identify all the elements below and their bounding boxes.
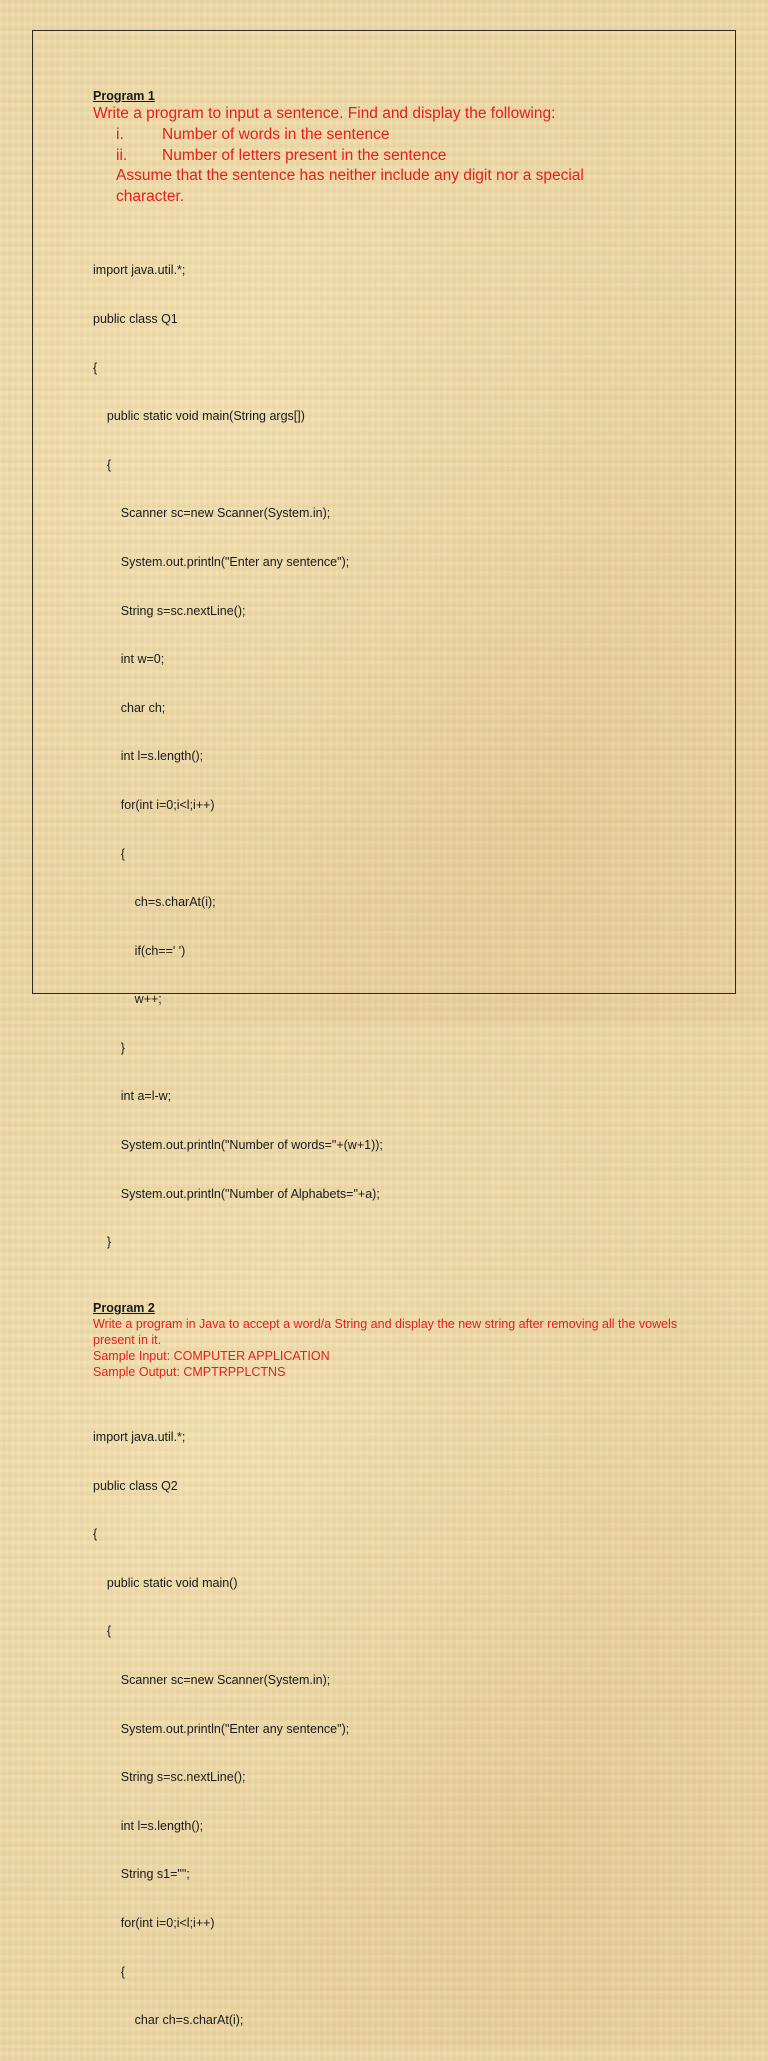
item-text: Number of words in the sentence	[162, 125, 390, 143]
code-line: int a=l-w;	[93, 1089, 172, 1104]
program-2-heading: Program 2	[93, 1300, 155, 1315]
code-line: Scanner sc=new Scanner(System.in);	[93, 506, 331, 521]
code-line: int l=s.length();	[93, 1818, 204, 1833]
code-line: {	[93, 1964, 125, 1979]
code-line: }	[93, 1040, 125, 1055]
program-1-note: Assume that the sentence has neither include any digit nor a special character.	[116, 167, 584, 206]
code-line: String s1="";	[93, 1867, 190, 1882]
code-line: System.out.println("Number of words="+(w+1));	[93, 1138, 383, 1153]
code-line: public class Q2	[93, 1478, 178, 1493]
code-line: String s=sc.nextLine();	[93, 603, 246, 618]
code-line: String s=sc.nextLine();	[93, 1770, 246, 1785]
code-line: import java.util.*;	[93, 1430, 186, 1445]
code-line: int w=0;	[93, 652, 165, 667]
code-line: public static void main()	[93, 1575, 238, 1590]
code-line: import java.util.*;	[93, 263, 186, 278]
code-line: for(int i=0;i<l;i++)	[93, 797, 215, 812]
item-number: ii.	[116, 146, 128, 164]
code-line: }	[93, 1235, 112, 1250]
code-line: {	[93, 1624, 112, 1639]
code-line: {	[93, 846, 125, 861]
program-2-description: Write a program in Java to accept a word/a String and display the new string after removing all the vowels present in it.	[93, 1316, 678, 1348]
code-line: char ch=s.charAt(i);	[93, 2013, 244, 2028]
program-1-intro: Write a program to input a sentence. Find and display the following:	[93, 105, 556, 122]
code-line: public class Q1	[93, 311, 178, 326]
code-line: public static void main(String args[])	[93, 409, 305, 424]
code-line: System.out.println("Number of Alphabets="+a);	[93, 1186, 380, 1201]
code-line: {	[93, 360, 98, 375]
code-line: System.out.println("Enter any sentence");	[93, 554, 350, 569]
program-1-heading: Program 1	[93, 89, 155, 103]
code-line: char ch;	[93, 700, 166, 715]
program-1-code	[93, 230, 693, 1283]
code-line: w++;	[93, 992, 162, 1007]
program-1-item	[93, 125, 693, 146]
code-line: for(int i=0;i<l;i++)	[93, 1916, 215, 1931]
item-text: Number of letters present in the sentence	[162, 146, 447, 164]
item-number: i.	[116, 125, 124, 143]
code-line: {	[93, 457, 112, 472]
document-content	[93, 88, 693, 2061]
code-line: {	[93, 1527, 98, 1542]
program-2-sample-output: Sample Output: CMPTRPPLCTNS	[93, 1365, 286, 1380]
code-line: if(ch==' ')	[93, 943, 186, 958]
program-2-code	[93, 1397, 693, 2061]
program-1-item	[93, 146, 693, 167]
program-2-sample-input: Sample Input: COMPUTER APPLICATION	[93, 1349, 330, 1364]
code-line: System.out.println("Enter any sentence");	[93, 1721, 350, 1736]
code-line: int l=s.length();	[93, 749, 204, 764]
code-line: ch=s.charAt(i);	[93, 895, 216, 910]
code-line: Scanner sc=new Scanner(System.in);	[93, 1673, 331, 1688]
